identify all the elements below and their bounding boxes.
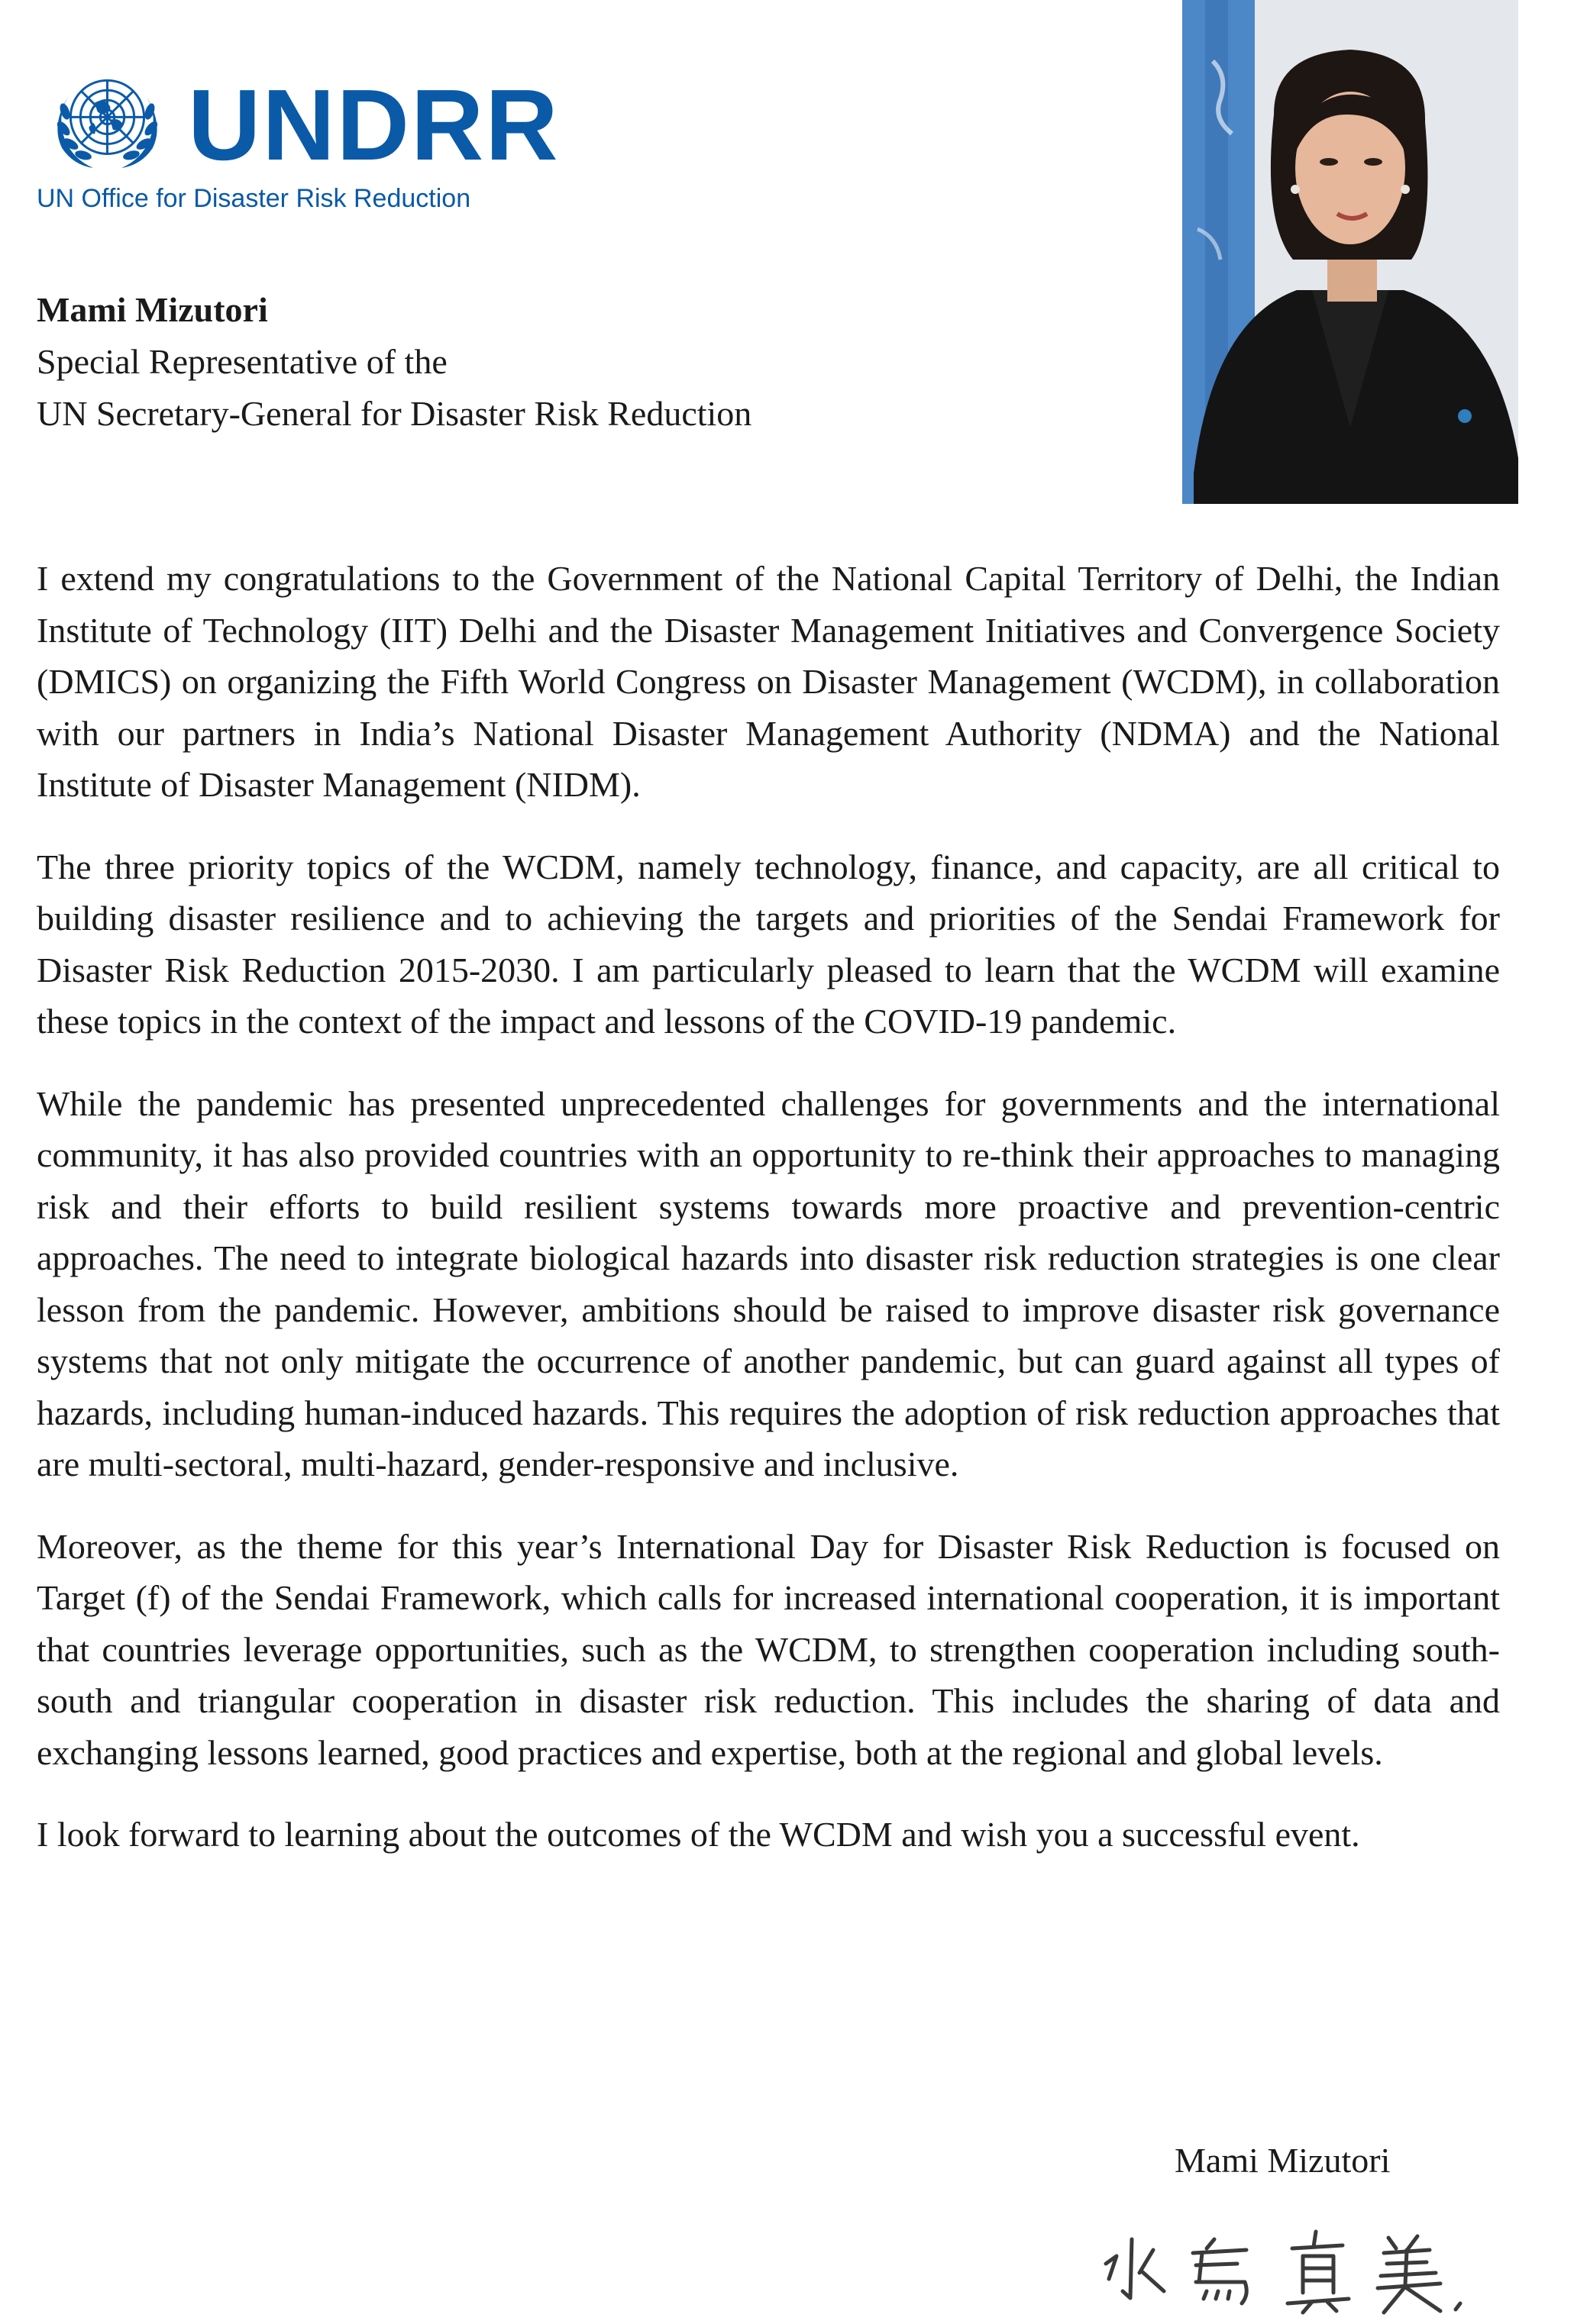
undrr-logo [37, 55, 560, 215]
paragraph-congratulations: I extend my congratulations to the Government of the National Capital Territory of Delhi, the Indian Institute of Technology (IIT) Delhi and the Disaster Management Initiatives and Convergence Society (DMICS) on organizing the Fifth World Congress on Disaster Management (WCDM), in collaboration with our partners in India’s National Disaster Management Authority (NDMA) and the National Institute of Disaster Management (NIDM). [37, 559, 1500, 804]
logo-tagline: UN Office for Disaster Risk Reduction [37, 184, 471, 213]
sender-title-line1: Special Representative of the [37, 342, 448, 381]
sender-header [37, 284, 1029, 440]
paragraph-international-cooperation: Moreover, as the theme for this year’s International Day for Disaster Risk Reduction is focused on Target (f) of the Sendai Framework, which calls for increased international cooperation, it is important that countries leverage opportunities, such as the WCDM, to strengthen cooperation including south-south and triangular cooperation in disaster risk reduction. This includes the sharing of data and exchanging lessons learned, good practices and expertise, both at the regional and global levels. [37, 1526, 1500, 1772]
handwritten-signature [1100, 2218, 1512, 2321]
letter-body [37, 553, 1500, 1891]
sender-title-line2: UN Secretary-General for Disaster Risk Reduction [37, 394, 752, 433]
logo-wordmark: UNDRR [188, 69, 560, 181]
sender-name: Mami Mizutori [37, 290, 268, 329]
portrait-photo [1182, 0, 1518, 504]
closing-name: Mami Mizutori [1175, 2141, 1391, 2180]
paragraph-closing-wishes: I look forward to learning about the outcomes of the WCDM and wish you a successful event. [37, 1815, 1360, 1854]
un-emblem-icon [37, 55, 178, 196]
paragraph-pandemic-lessons: While the pandemic has presented unprecedented challenges for governments and the international community, it has also provided countries with an opportunity to re-think their approaches to managing risk and their efforts to build resilient systems towards more proactive and prevention-centric approaches. The need to integrate biological hazards into disaster risk reduction strategies is one clear lesson from the pandemic. However, ambitions should be raised to improve disaster risk governance systems that not only mitigate the occurrence of another pandemic, but can guard against all types of hazards, including human-induced hazards. This requires the adoption of risk reduction approaches that are multi-sectoral, multi-hazard, gender-responsive and inclusive. [37, 1083, 1500, 1483]
paragraph-priority-topics: The three priority topics of the WCDM, namely technology, finance, and capacity, are all critical to building disaster resilience and to achieving the targets and priorities of the Sendai Framework for Disaster Risk Reduction 2015-2030. I am particularly pleased to learn that the WCDM will examine these topics in the context of the impact and lessons of the COVID-19 pandemic. [37, 847, 1500, 1041]
